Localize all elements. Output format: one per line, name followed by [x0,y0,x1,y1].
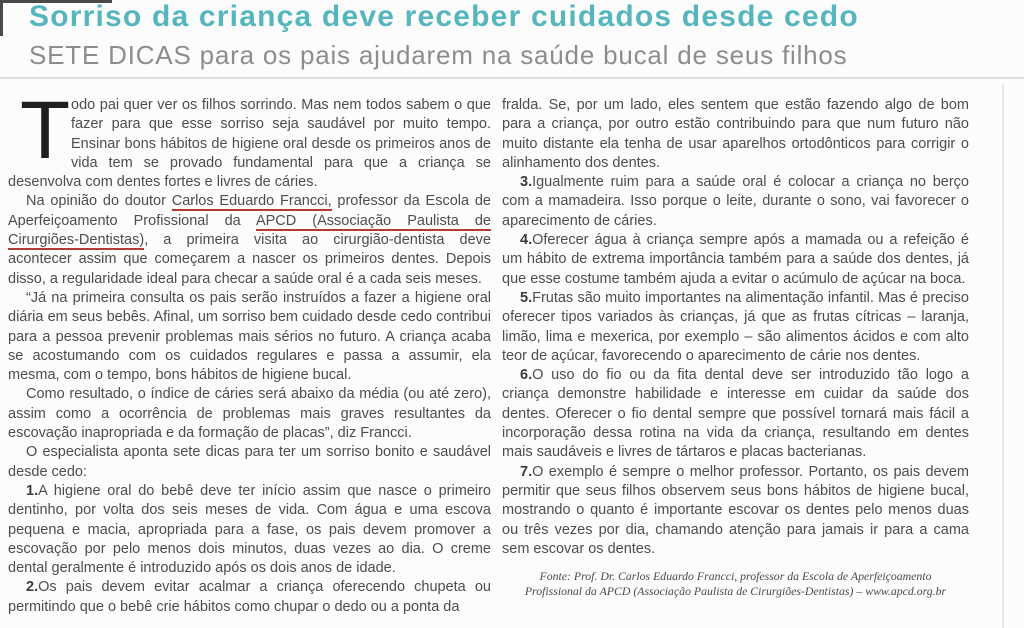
page-title: Sorriso da criança deve receber cuidados desde cedo [29,0,859,33]
column-right [502,96,969,599]
paragraph [8,85,491,192]
tip-number: 6. [520,367,533,384]
tip-number: 7. [520,463,533,480]
red-underlined-text: Carlos Eduardo Francci, [171,193,332,210]
scan-artifact-left-edge [0,0,3,36]
text-run: odo pai quer ver os filhos sorrindo. Mas nem todos sabem o que fazer para que esse sorriso seja saudável por muito tempo. Ensinar bons hábitos de higiene oral desde os primeiros anos de vida tem se provado fundamental para que a criança se desenvolva com dentes fortes e livres de cáries. [8,97,491,191]
paragraph [502,463,969,559]
text-run: Igualmente ruim para a saúde oral é colocar a criança no berço com a mamadeira. Isso porque o leite, durante o sono, vai favorecer o aparecimento de cáries. [502,174,969,229]
text-run: O exemplo é sempre o melhor professor. Portanto, os pais devem permitir que seus filhos observem seus bons hábitos de higiene bucal, mostrando o quanto é importante escovar os dentes pelo menos duas ou três vezes por dia, chamando atenção para jamais ir para a cama sem escovar os dentes. [502,463,969,557]
tip-number: 4. [520,232,533,249]
column-right-paragraphs [502,96,969,559]
source-credit: Fonte: Prof. Dr. Carlos Eduardo Francci, professor da Escola de Aperfeiçoamento Profissional da APCD (Associação Paulista de Cirurgiões-Dentistas) – www.apcd.org.br [524,569,947,599]
scan-edge-line [1002,84,1004,628]
text-run: , a primeira visita ao cirurgião-dentista deve acontecer assim que começarem a nascer os primeiros dentes. Depois disso, a regularidade ideal para checar a saúde oral é a cada seis meses. [8,232,491,287]
text-run: “Já na primeira consulta os pais serão instruídos a fazer a higiene oral diária em seus bebês. Afinal, um sorriso bem cuidado desde cedo contribui para a pessoa prevenir problemas mais sérios no futuro. A criança acaba se acostumando com os cuidados regulares e passa a assumir, ela mesma, com o tempo, bons hábitos de higiene bucal. [8,289,491,384]
paragraph [8,385,491,443]
paragraph [8,192,491,288]
tip-number: 2. [26,579,39,596]
page-subtitle: SETE DICAS para os pais ajudarem na saúde bucal de seus filhos [29,40,848,70]
text-run: O uso do fio ou da fita dental deve ser introduzido tão logo a criança demonstre habilidade e interesse em cuidar da saúde dos dentes. Oferecer o fio dental sempre que possível tornará mais fácil a incorporação dessa rotina na vida da criança, resultando em dentes mais saudáveis e livres de tártaros e placas bacterianas. [502,367,969,461]
text-run: Frutas são muito importantes na alimentação infantil. Mas é preciso oferecer tipos variados às crianças, já que as frutas cítricas – laranja, limão, lima e mexerica, por exemplo – são alimentos ácidos e com alto teor de açúcar, favorecendo o aparecimento de cárie nos dentes. [502,289,969,364]
paragraph [8,289,491,385]
column-left-paragraphs [8,85,491,617]
paragraph [502,96,969,173]
text-run: O especialista aponta sete dicas para ter um sorriso bonito e saudável desde cedo: [8,444,491,480]
paragraph [8,482,491,578]
text-run: Na opinião do doutor [26,193,172,210]
red-underlined-text: APCD (Associação Paulista de Cirurgiões-Dentistas) [8,212,491,249]
paragraph [8,578,491,617]
paragraph [502,289,969,366]
text-run: Os pais devem evitar acalmar a criança oferecendo chupeta ou permitindo que o bebê crie hábitos como chupar o dedo ou a ponta da [8,579,491,615]
drop-cap: T [20,85,71,176]
text-run: fralda. Se, por um lado, eles sentem que estão fazendo algo de bom para a criança, por outro estão contribuindo para que num futuro não muito distante ela tenha de usar aparelhos ortodônticos para corrigir o alinhamento dos dentes. [502,97,969,171]
paragraph [8,443,491,482]
tip-number: 5. [520,289,533,306]
header-divider [0,77,1024,79]
paragraph [502,366,969,462]
text-run: A higiene oral do bebê deve ter início assim que nasce o primeiro dentinho, por volta dos seis meses de vida. Com água e uma escova pequena e macia, apropriada para a fase, os pais devem promover a escovação por pelo menos dois minutos, duas vezes ao dia. O creme dental geralmente é introduzido após os dois anos de idade. [8,482,491,577]
text-run: professor da Escola de Aperfeiçoamento Profissional da [8,193,491,229]
column-left [8,85,491,617]
paragraph [502,173,969,231]
text-run: Como resultado, o índice de cáries será abaixo da média (ou até zero), assim como a ocorrência de problemas mais graves resultantes da escovação inapropriada e da formação de placas”, diz Francci. [8,386,491,442]
text-run: Oferecer água à criança sempre após a mamada ou a refeição é um hábito de extrema importância também para a saúde dos dentes, já que esse costume também ajuda a evitar o acúmulo de açúcar na boca. [502,232,969,287]
tip-number: 1. [26,482,39,499]
paragraph [502,231,969,289]
tip-number: 3. [520,174,533,191]
